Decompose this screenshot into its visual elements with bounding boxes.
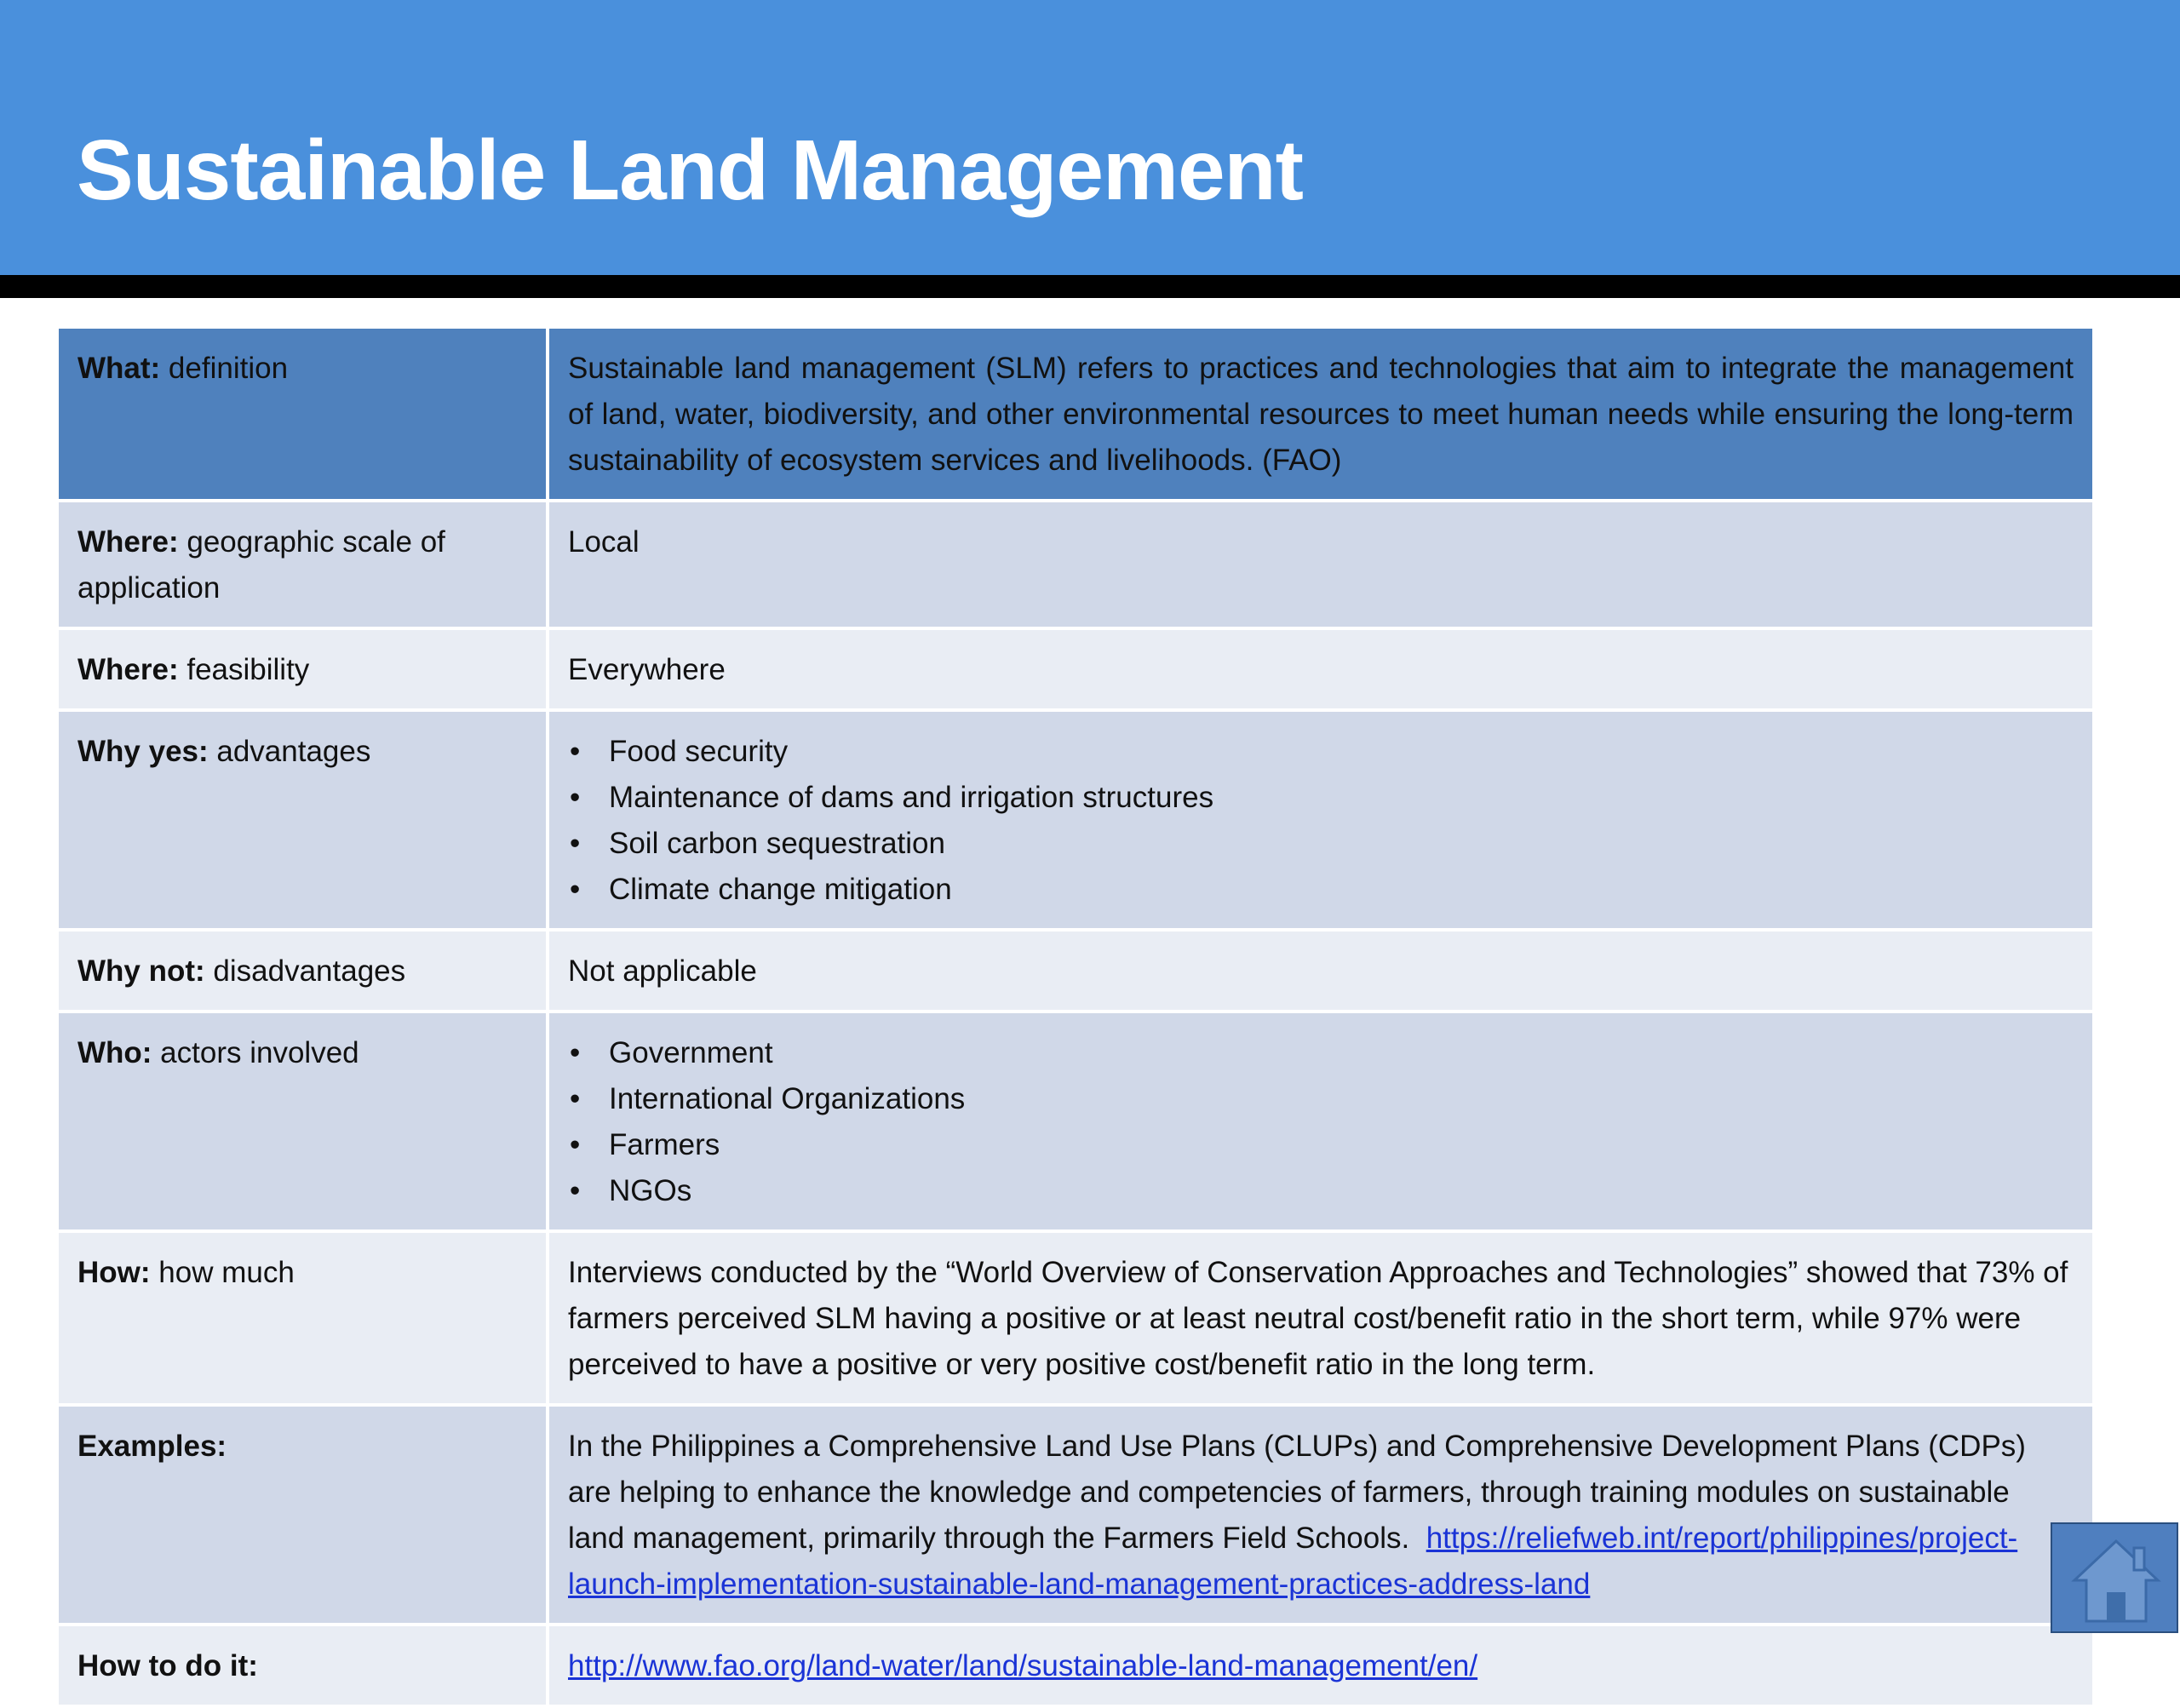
row-content-how-to bbox=[548, 1625, 2094, 1706]
slm-table bbox=[55, 325, 2096, 1708]
table-row-what bbox=[57, 327, 2094, 501]
table-row-where-scale bbox=[57, 501, 2094, 628]
home-icon bbox=[2069, 1536, 2163, 1625]
row-content-how-much: Interviews conducted by the “World Overview of Conservation Approaches and Technologies” showed that 73% of farmers perceived SLM having a positive or at least neutral cost/benefit ratio in the short term, while 97% were perceived to have a positive or very positive cost/benefit ratio in the long term. bbox=[548, 1231, 2094, 1405]
table-row-actors bbox=[57, 1012, 2094, 1231]
list-item: • NGOs bbox=[568, 1168, 2074, 1214]
row-content-scale: Local bbox=[548, 501, 2094, 628]
row-content-advantages bbox=[548, 710, 2094, 930]
row-content-disadvantages: Not applicable bbox=[548, 930, 2094, 1012]
list-item: • Government bbox=[568, 1030, 2074, 1076]
row-label: Examples: bbox=[57, 1405, 548, 1625]
table-row-how-to bbox=[57, 1625, 2094, 1706]
home-button[interactable] bbox=[2051, 1522, 2178, 1633]
list-item: • Climate change mitigation bbox=[568, 867, 2074, 913]
fao-link[interactable]: http://www.fao.org/land-water/land/sustainable-land-management/en/ bbox=[568, 1649, 1478, 1682]
header-divider bbox=[0, 275, 2180, 298]
row-label: What: definition bbox=[57, 327, 548, 501]
table-row-how-much bbox=[57, 1231, 2094, 1405]
slide-header bbox=[0, 0, 2180, 275]
row-content-definition: Sustainable land management (SLM) refers to practices and technologies that aim to integrate the management of land, water, biodiversity, and other environmental resources to meet human needs while ensuring the long-term sustainability of ecosystem services and livelihoods. (FAO) bbox=[548, 327, 2094, 501]
row-label: Why not: disadvantages bbox=[57, 930, 548, 1012]
list-item: • Food security bbox=[568, 729, 2074, 775]
row-label: Where: feasibility bbox=[57, 628, 548, 710]
table-row-examples bbox=[57, 1405, 2094, 1625]
list-item: • Farmers bbox=[568, 1122, 2074, 1168]
table-row-disadvantages bbox=[57, 930, 2094, 1012]
row-label: Why yes: advantages bbox=[57, 710, 548, 930]
advantages-list bbox=[568, 729, 2074, 913]
reliefweb-link[interactable]: https://reliefweb.int/report/philippines/project-launch-implementation-sustainable-land-management-practices-address-land bbox=[568, 1522, 2018, 1601]
list-item: • Soil carbon sequestration bbox=[568, 821, 2074, 867]
row-label: How: how much bbox=[57, 1231, 548, 1405]
list-item: • International Organizations bbox=[568, 1076, 2074, 1122]
slide-title: Sustainable Land Management bbox=[77, 123, 1303, 218]
list-item: • Maintenance of dams and irrigation structures bbox=[568, 775, 2074, 821]
actors-list bbox=[568, 1030, 2074, 1214]
row-content-feasibility: Everywhere bbox=[548, 628, 2094, 710]
table-row-where-feasibility bbox=[57, 628, 2094, 710]
row-label: How to do it: bbox=[57, 1625, 548, 1706]
row-content-actors bbox=[548, 1012, 2094, 1231]
row-content-examples: In the Philippines a Comprehensive Land Use Plans (CLUPs) and Comprehensive Development Plans (CDPs) are helping to enhance the knowledge and competencies of farmers, through training modules on sustainable land management, primarily through the Farmers Field Schools. https://reliefweb.int/report/philippines/project-launch-implementation-sustainable-land-management-practices-address-land bbox=[548, 1405, 2094, 1625]
table-row-advantages bbox=[57, 710, 2094, 930]
row-label: Who: actors involved bbox=[57, 1012, 548, 1231]
row-label: Where: geographic scale of application bbox=[57, 501, 548, 628]
